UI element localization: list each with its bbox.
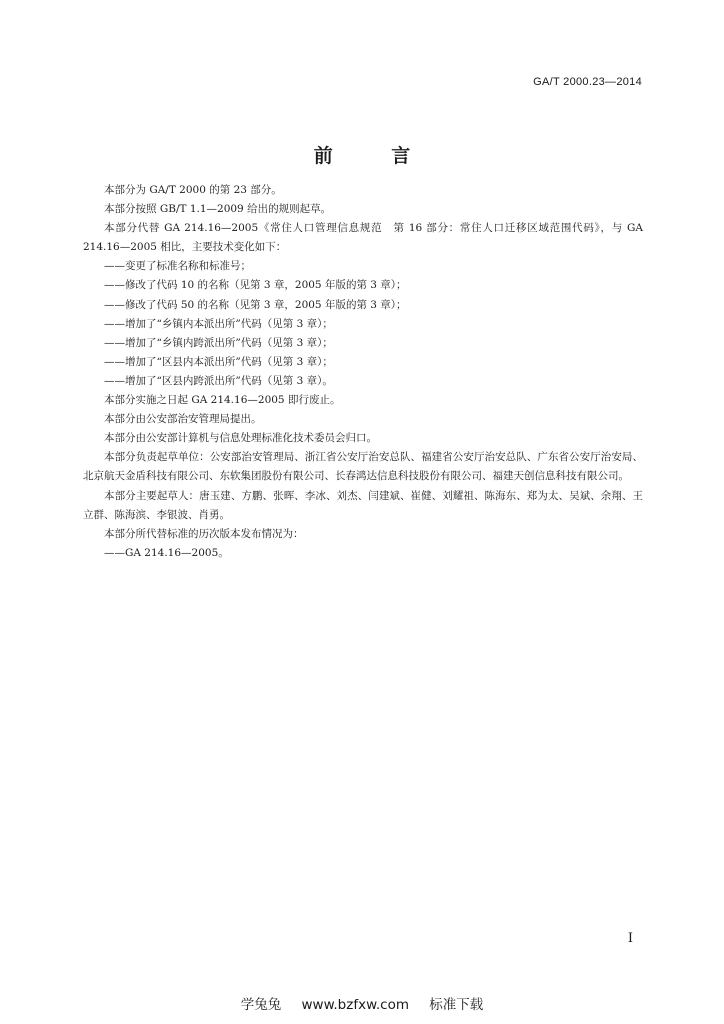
- paragraph: 本部分由公安部计算机与信息处理标准化技术委员会归口。: [104, 432, 377, 445]
- footer-watermark: [0, 993, 724, 1013]
- list-item: ——增加了“区县内本派出所”代码（见第 3 章）；: [104, 355, 333, 368]
- list-item: ——增加了“乡镇内跨派出所”代码（见第 3 章）；: [104, 336, 333, 349]
- paragraph: 本部分实施之日起 GA 214.16—2005 即行废止。: [104, 394, 341, 407]
- paragraph: 本部分为 GA/T 2000 的第 23 部分。: [104, 184, 282, 196]
- page-number: I: [627, 931, 633, 946]
- footer-site-name: 学兔兔: [240, 997, 282, 1013]
- list-item: ——修改了代码 50 的名称（见第 3 章，2005 年版的第 3 章）；: [104, 298, 407, 311]
- paragraph: 本部分主要起草人：唐玉建、方鹏、张晖、李冰、刘杰、闫建斌、崔健、刘耀祖、陈海东、郑为太、吴斌、余翔、王立群、陈海滨、李银波、肖勇。: [83, 489, 643, 521]
- paragraph: 本部分由公安部治安管理局提出。: [104, 413, 262, 426]
- footer-url[interactable]: www.bzfxw.com: [301, 997, 409, 1013]
- paragraph: 本部分代替 GA 214.16—2005《常住人口管理信息规范 第 16 部分：常住人口迁移区域范围代码》，与 GA 214.16—2005 相比，主要技术变化如下：: [83, 222, 643, 254]
- footer-tagline: 标准下载: [429, 997, 484, 1013]
- list-item: ——变更了标准名称和标准号；: [104, 260, 251, 273]
- list-item: ——GA 214.16—2005。: [104, 546, 229, 559]
- paragraph: 本部分按照 GB/T 1.1—2009 给出的规则起草。: [104, 203, 332, 216]
- foreword-body: [83, 181, 643, 563]
- paragraph: 本部分负责起草单位：公安部治安管理局、浙江省公安厅治安总队、福建省公安厅治安总队、广东省公安厅治安局、北京航天金盾科技有限公司、东软集团股份有限公司、长春鸿达信息科技股份有限公司、福建天创信息科技有限公司。: [83, 451, 643, 483]
- list-item: ——修改了代码 10 的名称（见第 3 章，2005 年版的第 3 章）；: [104, 279, 407, 292]
- standard-code: GA/T 2000.23—2014: [533, 76, 642, 88]
- paragraph: 本部分所代替标准的历次版本发布情况为：: [104, 527, 304, 540]
- list-item: ——增加了“乡镇内本派出所”代码（见第 3 章）；: [104, 317, 333, 330]
- page-title: 前 言: [313, 145, 437, 167]
- list-item: ——增加了“区县内跨派出所”代码（见第 3 章）。: [104, 374, 333, 387]
